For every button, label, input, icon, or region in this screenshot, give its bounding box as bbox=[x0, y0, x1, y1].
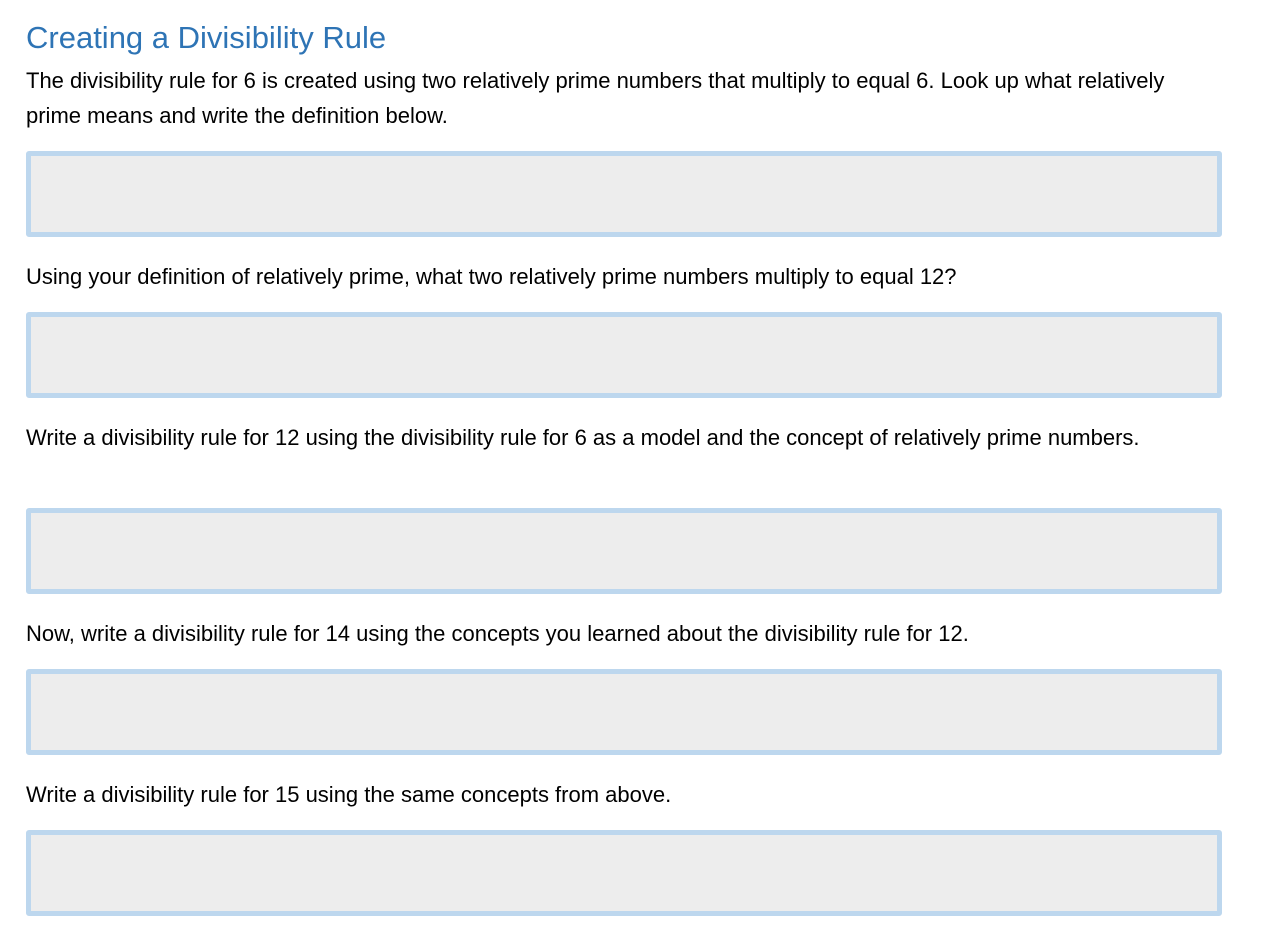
page-title: Creating a Divisibility Rule bbox=[26, 20, 387, 55]
question-4-prompt: Now, write a divisibility rule for 14 using the concepts you learned about the divisibility rule for 12. bbox=[26, 621, 969, 646]
question-2-prompt: Using your definition of relatively prime, what two relatively prime numbers multiply to equal 12? bbox=[26, 264, 957, 289]
answer-box-3[interactable] bbox=[26, 508, 1222, 594]
answer-box-4[interactable] bbox=[26, 669, 1222, 755]
answer-box-5[interactable] bbox=[26, 830, 1222, 916]
answer-box-1[interactable] bbox=[26, 151, 1222, 237]
answer-box-2[interactable] bbox=[26, 312, 1222, 398]
question-3-prompt: Write a divisibility rule for 12 using the divisibility rule for 6 as a model and the concept of relatively prime numbers. bbox=[26, 425, 1140, 450]
question-5-prompt: Write a divisibility rule for 15 using the same concepts from above. bbox=[26, 782, 672, 807]
question-1-prompt: The divisibility rule for 6 is created using two relatively prime numbers that multiply to equal 6. Look up what relatively prime means and write the definition below. bbox=[26, 68, 1165, 128]
